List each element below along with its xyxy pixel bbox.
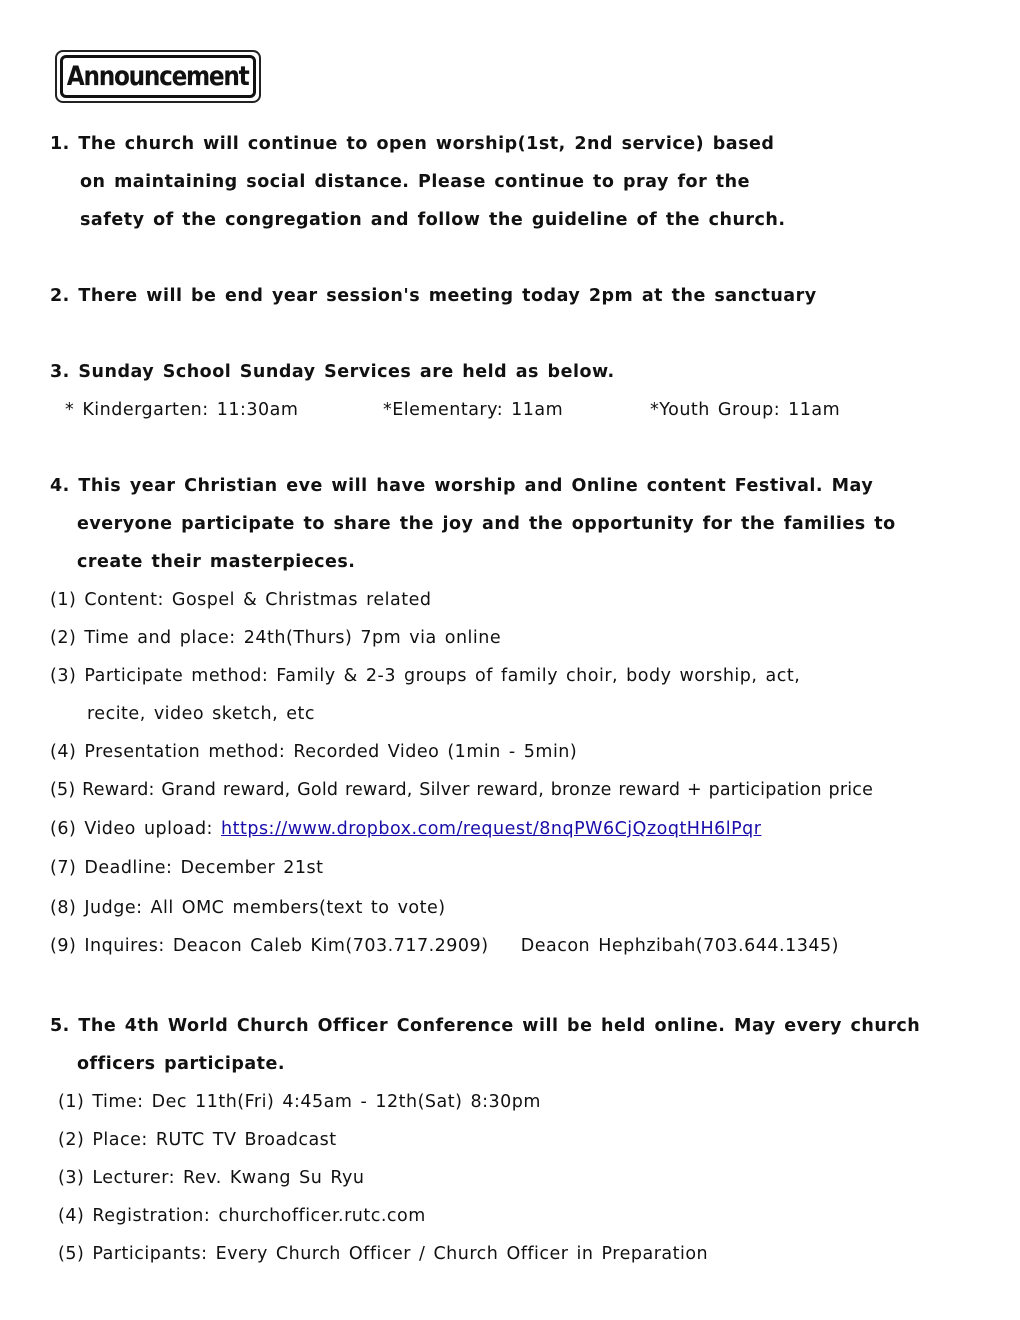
item4-line3: create their masterpieces. <box>77 552 356 572</box>
item4-reward: (5) Reward: Grand reward, Gold reward, Silver reward, bronze reward + participation price <box>50 780 874 800</box>
announcement-title-box <box>55 50 261 103</box>
item5-line1: 5. The 4th World Church Officer Conference will be held online. May every church <box>50 1016 921 1036</box>
item4-line2: everyone participate to share the joy and the opportunity for the families to <box>77 514 896 534</box>
item5-time: (1) Time: Dec 11th(Fri) 4:45am - 12th(Sat) 8:30pm <box>58 1092 541 1112</box>
item4-presentation-method: (4) Presentation method: Recorded Video (1min - 5min) <box>50 742 578 762</box>
dropbox-upload-link[interactable]: https://www.dropbox.com/request/8nqPW6CjQzoqtHH6lPqr <box>221 819 762 839</box>
announcement-title-frame <box>60 55 256 98</box>
item2-line1: 2. There will be end year session's meeting today 2pm at the sanctuary <box>50 286 817 306</box>
item5-participants: (5) Participants: Every Church Officer / Church Officer in Preparation <box>58 1244 709 1264</box>
item4-video-upload <box>50 818 761 840</box>
item3-line1: 3. Sunday School Sunday Services are held as below. <box>50 362 615 382</box>
item3-youth: *Youth Group: 11am <box>650 400 841 420</box>
item4-judge: (8) Judge: All OMC members(text to vote) <box>50 898 446 918</box>
item4-content: (1) Content: Gospel & Christmas related <box>50 590 432 610</box>
item1-line1: 1. The church will continue to open worship(1st, 2nd service) based <box>50 134 775 154</box>
page-title: Announcement <box>67 61 249 92</box>
item4-inquires: (9) Inquires: Deacon Caleb Kim(703.717.2909) Deacon Hephzibah(703.644.1345) <box>50 936 839 956</box>
item5-registration: (4) Registration: churchofficer.rutc.com <box>58 1206 426 1226</box>
item4-deadline: (7) Deadline: December 21st <box>50 858 324 878</box>
item5-place: (2) Place: RUTC TV Broadcast <box>58 1130 337 1150</box>
item1-line2: on maintaining social distance. Please continue to pray for the <box>80 172 750 192</box>
item3-kindergarten: * Kindergarten: 11:30am <box>65 400 299 420</box>
item3-elementary: *Elementary: 11am <box>383 400 564 420</box>
item5-line2: officers participate. <box>77 1054 286 1074</box>
item4-line1: 4. This year Christian eve will have worship and Online content Festival. May <box>50 476 874 496</box>
item1-line3: safety of the congregation and follow the guideline of the church. <box>80 210 786 230</box>
item5-lecturer: (3) Lecturer: Rev. Kwang Su Ryu <box>58 1168 365 1188</box>
item4-time-place: (2) Time and place: 24th(Thurs) 7pm via online <box>50 628 502 648</box>
item4-participate-method-cont: recite, video sketch, etc <box>87 704 316 724</box>
item4-participate-method: (3) Participate method: Family & 2-3 groups of family choir, body worship, act, <box>50 666 801 686</box>
video-upload-label: (6) Video upload: <box>50 819 222 839</box>
